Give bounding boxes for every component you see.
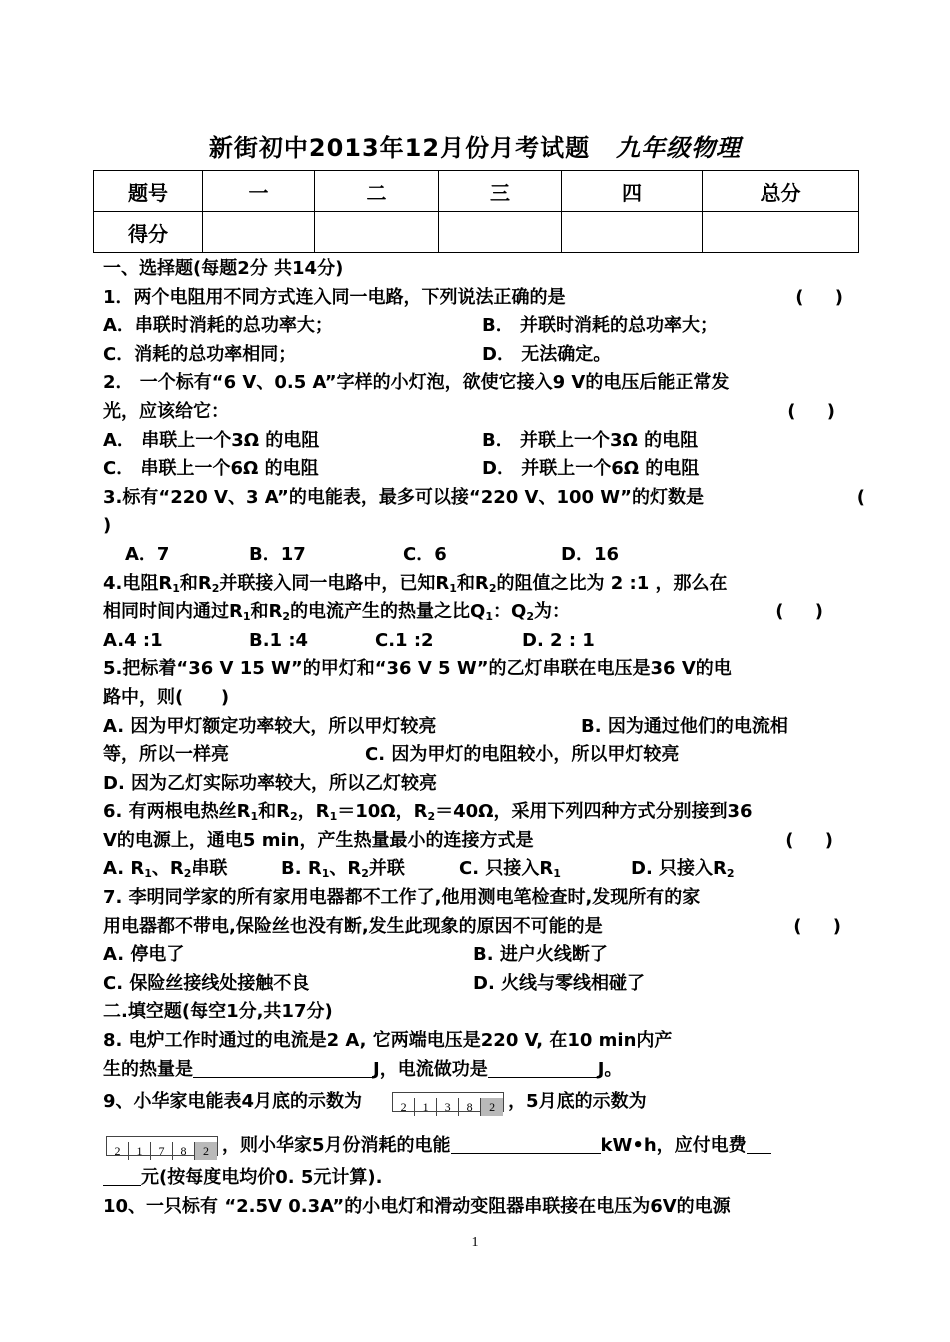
score-header-cell: 题号 [94, 171, 203, 212]
text: 并联接入同一电路中，已知R [219, 572, 450, 594]
subscript: 1 [250, 810, 259, 824]
text: ，R [297, 801, 330, 823]
options-row [103, 855, 855, 884]
exam-title-main: 新街初中2013年12月份月考试题 [208, 134, 591, 162]
options-row [103, 741, 855, 770]
text: ＝10Ω，R [337, 801, 428, 823]
subscript: 2 [282, 610, 291, 624]
text: 和R [456, 572, 489, 594]
options-row [103, 541, 855, 570]
text: 、R [151, 858, 184, 880]
subscript: 1 [329, 810, 338, 824]
meter-digit: 1 [129, 1142, 151, 1160]
options-row [103, 713, 855, 742]
text: 的阻值之比为 2 :1 ，那么在 [496, 572, 728, 594]
option-c: C.1 :2 [375, 629, 434, 651]
subscript: 2 [726, 867, 735, 881]
answer-blank[interactable] [747, 1135, 771, 1154]
text: 相同时间内通过R [103, 601, 243, 623]
subscript: 1 [242, 610, 251, 624]
question-9-cont [106, 1128, 855, 1164]
score-table-score-row [94, 212, 859, 253]
score-row-label: 得分 [94, 212, 203, 253]
text: 4.电阻R [103, 572, 173, 594]
question-9 [103, 1084, 855, 1120]
option-c: C． 串联上一个6Ω 的电阻 [103, 458, 319, 480]
subscript: 2 [488, 581, 497, 595]
meter-digit: 7 [151, 1142, 173, 1160]
option-b-cont: 等，所以一样亮 [103, 744, 229, 766]
text: 并联 [368, 858, 405, 880]
question-stem: 1．两个电阻用不同方式连入同一电路，下列说法正确的是 [103, 286, 566, 308]
question-stem: 光，应该给它： [103, 400, 229, 422]
text: D. 只接入R [631, 858, 727, 880]
answer-blank[interactable] [488, 1059, 598, 1078]
answer-parentheses: ( [856, 486, 865, 508]
meter-digit: 3 [437, 1098, 459, 1116]
option-c: C. 因为甲灯的电阻较小，所以甲灯较亮 [365, 744, 680, 766]
subscript: 2 [211, 581, 220, 595]
score-header-cell: 二 [315, 171, 439, 212]
option-d: D. 火线与零线相碰了 [473, 972, 646, 994]
answer-parentheses: ( ) [795, 286, 843, 308]
question-5: 5.把标着“36 V 15 W”的甲灯和“36 V 5 W”的乙灯串联在电压是36 V的电 [103, 658, 732, 680]
answer-parentheses: ( ) [785, 829, 833, 851]
option-b: B. 因为通过他们的电流相 [581, 715, 788, 737]
text: 9、小华家电能表4月底的示数为 [103, 1091, 363, 1113]
section-heading: 一、选择题(每题2分 共14分) [103, 258, 344, 279]
option-d: D． 无法确定。 [482, 343, 612, 365]
option-d: D． 并联上一个6Ω 的电阻 [482, 458, 700, 480]
answer-parentheses: ( ) [787, 400, 835, 422]
question-3-cont: ) [103, 515, 112, 537]
answer-parentheses: ( ) [775, 601, 823, 623]
option-a: A. 因为甲灯额定功率较大，所以甲灯较亮 [103, 715, 437, 737]
text: C. 只接入R [459, 858, 554, 880]
text: ，5月底的示数为 [508, 1091, 647, 1113]
meter-digit: 1 [415, 1098, 437, 1116]
subscript: 1 [553, 867, 561, 881]
meter-digit-decimal: 2 [481, 1098, 503, 1116]
subscript: 2 [183, 867, 192, 881]
score-table [93, 170, 859, 253]
option-d: D. 2 : 1 [522, 629, 595, 651]
score-header-cell: 总分 [703, 171, 859, 212]
option-c: C．消耗的总功率相同； [103, 343, 297, 365]
question-3 [103, 484, 865, 513]
score-header-cell: 四 [562, 171, 703, 212]
text: ，则小华家5月份消耗的电能 [222, 1135, 451, 1157]
subscript: 2 [427, 810, 436, 824]
score-header-cell: 三 [439, 171, 562, 212]
score-header-cell: 一 [203, 171, 315, 212]
text: 为： [534, 601, 570, 623]
subscript: 2 [361, 867, 369, 881]
text: ：Q [493, 601, 527, 623]
options-row [103, 970, 855, 999]
meter-digit: 2 [107, 1142, 129, 1160]
question-2-cont [103, 398, 855, 427]
options-row [103, 770, 855, 799]
meter-digit: 8 [459, 1098, 481, 1116]
answer-blank[interactable] [193, 1059, 373, 1078]
subscript: 2 [290, 810, 298, 824]
meter-digit: 2 [393, 1098, 415, 1116]
text: 和R [179, 572, 212, 594]
option-d [631, 855, 735, 884]
options-row [103, 455, 855, 484]
options-row [103, 941, 855, 970]
subscript: 1 [172, 581, 180, 595]
text: 的电流产生的热量之比Q [290, 601, 486, 623]
page-number: 1 [471, 1235, 479, 1250]
text: J，电流做功是 [373, 1058, 488, 1080]
text: ＝40Ω，采用下列四种方式分别接到36 [435, 801, 753, 823]
option-c: C. 保险丝接线处接触不良 [103, 972, 310, 994]
score-cell[interactable] [703, 212, 859, 253]
option-b: B．17 [249, 543, 306, 565]
answer-parentheses: ( ) [793, 915, 841, 937]
question-stem: V的电源上，通电5 min，产生热量最小的连接方式是 [103, 829, 534, 851]
text: 和R [250, 601, 283, 623]
question-10: 10、一只标有 “2.5V 0.3A”的小电灯和滑动变阻器串联接在电压为6V的电源 [103, 1195, 731, 1217]
question-8: 8. 电炉工作时通过的电流是2 A, 它两端电压是220 V, 在10 min内产 [103, 1030, 673, 1052]
exam-title-subject: 九年级物理 [616, 134, 742, 162]
text: B. R [281, 858, 322, 880]
option-c [459, 855, 561, 884]
subscript: 1 [485, 610, 494, 624]
option-a [103, 858, 227, 879]
subscript: 2 [526, 610, 534, 624]
options-row [103, 312, 855, 341]
option-a: A．7 [125, 543, 170, 565]
options-row [103, 427, 855, 456]
exam-title [0, 128, 950, 163]
option-b: B． 并联时消耗的总功率大； [482, 315, 718, 337]
text: 生的热量是 [103, 1058, 193, 1080]
section-heading: 二.填空题(每空1分,共17分) [103, 1001, 333, 1023]
question-stem: 用电器都不带电,保险丝也没有断,发生此现象的原因不可能的是 [103, 915, 603, 937]
text: 、R [329, 858, 362, 880]
text: 6. 有两根电热丝R [103, 801, 251, 823]
options-row [103, 627, 855, 656]
score-cell[interactable] [203, 212, 315, 253]
score-cell[interactable] [315, 212, 439, 253]
option-a: A．串联时消耗的总功率大； [103, 315, 333, 337]
option-d: D．16 [561, 543, 619, 565]
subscript: 1 [449, 581, 457, 595]
text: J。 [597, 1058, 623, 1080]
text: 元(按每度电均价0. 5元计算). [141, 1167, 383, 1189]
question-5-cont: 路中，则( ) [103, 686, 230, 708]
meter-reading-may [106, 1136, 218, 1159]
question-1 [103, 284, 855, 313]
question-2: 2． 一个标有“6 V、0.5 A”字样的小灯泡，欲使它接入9 V的电压后能正常发 [103, 372, 730, 394]
meter-reading-april [392, 1092, 504, 1115]
text: 和R [258, 801, 291, 823]
text: kW•h，应付电费 [600, 1135, 747, 1157]
subscript: 1 [144, 867, 152, 881]
option-a: A． 串联上一个3Ω 的电阻 [103, 429, 320, 451]
options-row [103, 341, 855, 370]
option-c: C．6 [403, 543, 447, 565]
text: 串联 [191, 858, 228, 880]
exam-content [103, 255, 865, 1221]
score-table-header-row [94, 171, 859, 212]
question-7: 7. 李明同学家的所有家用电器都不工作了,他用测电笔检查时,发现所有的家 [103, 887, 701, 909]
option-a: A. 停电了 [103, 944, 185, 966]
question-8-cont [103, 1056, 855, 1085]
question-9-cont2 [103, 1164, 855, 1193]
question-4-cont [103, 598, 855, 627]
question-6 [103, 798, 855, 827]
score-cell[interactable] [439, 212, 562, 253]
answer-blank[interactable] [451, 1135, 601, 1154]
meter-digit: 8 [173, 1142, 195, 1160]
option-b: B.1 :4 [249, 629, 309, 651]
option-b: B. 进户火线断了 [473, 944, 608, 966]
question-4 [103, 570, 855, 599]
score-cell[interactable] [562, 212, 703, 253]
question-6-cont [103, 827, 855, 856]
answer-blank[interactable] [103, 1167, 141, 1186]
subscript: 1 [321, 867, 330, 881]
option-b: B． 并联上一个3Ω 的电阻 [482, 429, 699, 451]
question-7-cont [103, 913, 855, 942]
text: A. R [103, 858, 145, 880]
option-b [281, 855, 405, 884]
question-stem: 3.标有“220 V、3 A”的电能表，最多可以接“220 V、100 W”的灯数是 [103, 486, 704, 508]
option-d: D. 因为乙灯实际功率较大，所以乙灯较亮 [103, 772, 438, 794]
meter-digit-decimal: 2 [195, 1142, 217, 1160]
option-a: A.4 :1 [103, 629, 163, 651]
